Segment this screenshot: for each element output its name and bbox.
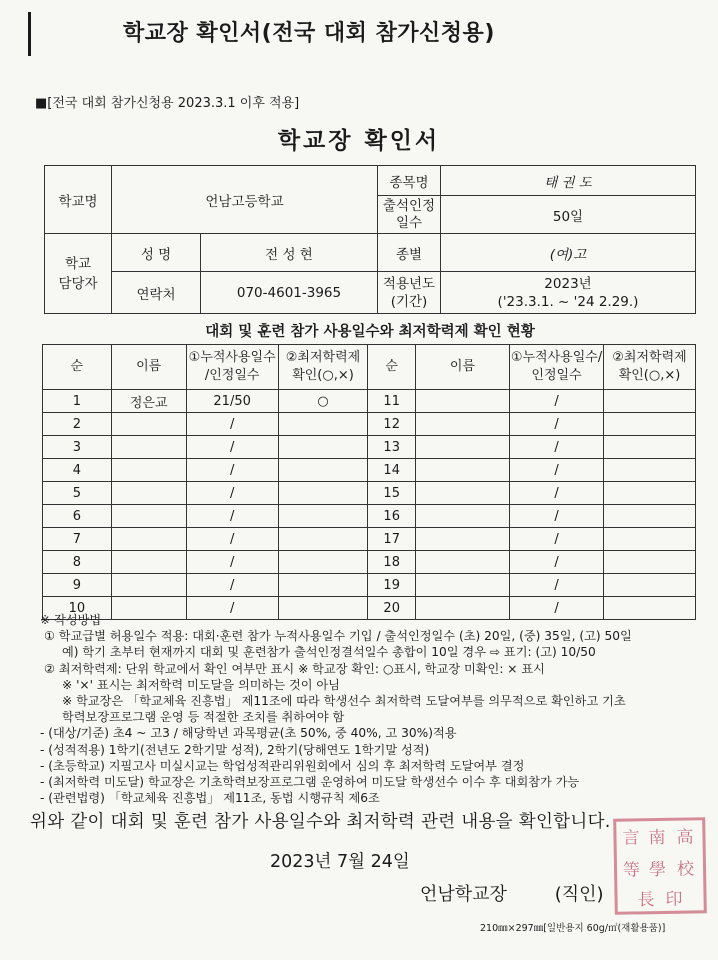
principal-name: 언남학교장 — [420, 884, 507, 905]
table-row — [43, 390, 696, 413]
roster-check — [604, 505, 696, 528]
roster-name — [111, 482, 186, 505]
roster-name — [415, 574, 509, 597]
roster-days: / — [510, 459, 604, 482]
roster-days: / — [186, 436, 278, 459]
roster-name — [415, 390, 509, 413]
roster-days: / — [510, 482, 604, 505]
roster-check — [278, 574, 368, 597]
roster-no: 8 — [43, 551, 112, 574]
roster-days: / — [186, 505, 278, 528]
paper-spec-footer: 210㎜×297㎜[일반용지 60g/㎡(재활용품)] — [480, 923, 666, 934]
header-title: 학교장 확인서(전국 대회 참가신청용) — [28, 8, 688, 60]
instruction-line: 학력보장프로그램 운영 등 적절한 조치를 취하여야 함 — [62, 710, 345, 725]
school-value: 언남고등학교 — [112, 166, 378, 234]
roster-days: / — [510, 505, 604, 528]
roster-days: / — [510, 413, 604, 436]
col-no-2: 순 — [368, 345, 416, 390]
roster-name — [415, 551, 509, 574]
manager-label: 학교 담당자 — [45, 234, 112, 314]
table-row — [43, 528, 696, 551]
table-row — [43, 574, 696, 597]
roster-days: / — [510, 390, 604, 413]
roster-days: / — [186, 597, 278, 620]
roster-table — [42, 344, 696, 620]
instruction-line: - (관련법령) 「학교체육 진흥법」 제11조, 동법 시행규칙 제6조 — [40, 791, 380, 806]
roster-check — [604, 459, 696, 482]
roster-check — [278, 413, 368, 436]
roster-name — [415, 505, 509, 528]
instruction-line: ② 최저학력제: 단위 학교에서 확인 여부만 표시 ※ 학교장 확인: ○표시, 학교장 미확인: × 표시 — [44, 661, 545, 676]
roster-check — [278, 528, 368, 551]
roster-days: / — [510, 436, 604, 459]
school-label: 학교명 — [45, 166, 112, 234]
roster-check — [278, 551, 368, 574]
table-row — [43, 436, 696, 459]
roster-no: 7 — [43, 528, 112, 551]
roster-days: / — [510, 528, 604, 551]
instruction-line: ① 학교급별 허용일수 적용: 대회·훈련 참가 누적사용일수 기입 / 출석인정일수 (초) 20일, (중) 35일, (고) 50일 — [44, 629, 632, 644]
name-value: 전 성 현 — [201, 234, 378, 272]
gender-value: (여)고 — [441, 234, 696, 272]
roster-no: 3 — [43, 436, 112, 459]
roster-name — [415, 528, 509, 551]
roster-no: 14 — [368, 459, 416, 482]
roster-body — [43, 390, 696, 620]
document-title: 학교장 확인서 — [277, 128, 441, 154]
roster-no: 9 — [43, 574, 112, 597]
roster-check — [604, 551, 696, 574]
school-info-table — [44, 165, 696, 314]
roster-days: / — [186, 459, 278, 482]
table-row — [43, 459, 696, 482]
roster-name — [415, 436, 509, 459]
roster-no: 16 — [368, 505, 416, 528]
year-value: 2023년 — [544, 275, 592, 292]
instruction-line: - (초등학교) 지필고사 미실시교는 학업성적관리위원회에서 심의 후 최저학력 도달여부 결정 — [40, 758, 525, 773]
roster-header-row — [43, 345, 696, 390]
roster-no: 12 — [368, 413, 416, 436]
gender-label: 종별 — [378, 234, 441, 272]
roster-no: 10 — [43, 597, 112, 620]
roster-check — [604, 574, 696, 597]
table-row — [43, 551, 696, 574]
roster-no: 13 — [368, 436, 416, 459]
col-check-2: ②최저학력제 확인(○,×) — [604, 345, 696, 390]
roster-no: 2 — [43, 413, 112, 436]
notice-text: ■[전국 대회 참가신청용 2023.3.1 이후 적용] — [35, 96, 300, 111]
sport-value: 태 권 도 — [441, 166, 696, 196]
confirmation-text: 위와 같이 대회 및 훈련 참가 사용일수와 최저학력 관련 내용을 확인합니다. — [30, 812, 611, 832]
roster-check — [278, 482, 368, 505]
roster-name — [415, 413, 509, 436]
contact-label: 연락처 — [112, 272, 201, 314]
roster-check — [278, 436, 368, 459]
roster-days: / — [186, 528, 278, 551]
seal-label: (직인) — [554, 884, 604, 905]
roster-no: 6 — [43, 505, 112, 528]
roster-no: 11 — [368, 390, 416, 413]
roster-check: ○ — [278, 390, 368, 413]
name-label: 성 명 — [112, 234, 201, 272]
roster-days: 21/50 — [186, 390, 278, 413]
roster-name — [111, 413, 186, 436]
col-days: ①누적사용일수 /인정일수 — [186, 345, 278, 390]
instruction-line: ※ 작성방법 — [40, 613, 102, 627]
instruction-line: - (대상/기준) 초4 ~ 고3 / 해당학년 과목평균(초 50%, 중 40%, 고 30%)적용 — [40, 726, 457, 741]
col-name-2: 이름 — [415, 345, 509, 390]
sport-label: 종목명 — [378, 166, 441, 196]
instruction-line: - (최저학력 미도달) 학교장은 기초학력보장프로그램 운영하여 미도달 학생선수 이수 후 대회참가 가능 — [40, 775, 580, 790]
year-cell — [441, 272, 696, 314]
roster-check — [604, 413, 696, 436]
roster-name: 정은교 — [111, 390, 186, 413]
col-days-2: ①누적사용일수/ 인정일수 — [510, 345, 604, 390]
roster-check — [604, 482, 696, 505]
roster-no: 5 — [43, 482, 112, 505]
roster-days: / — [510, 574, 604, 597]
principal-signature-line — [420, 880, 604, 906]
roster-check — [278, 459, 368, 482]
attendance-value: 50일 — [441, 196, 696, 234]
instruction-line: 예) 학기 초부터 현재까지 대회 및 훈련참가 출석인정결석일수 총합이 10일 경우 ⇨ 표기: (고) 10/50 — [62, 645, 596, 660]
roster-name — [111, 551, 186, 574]
roster-days: / — [186, 574, 278, 597]
roster-check — [278, 505, 368, 528]
roster-name — [111, 505, 186, 528]
attendance-label: 출석인정일수 — [378, 196, 441, 234]
instruction-line: - (성적적용) 1학기(전년도 2학기말 성적), 2학기(당해연도 1학기말 성적) — [40, 742, 430, 757]
year-label: 적용년도 (기간) — [378, 272, 441, 314]
roster-check — [604, 390, 696, 413]
roster-days: / — [186, 413, 278, 436]
roster-name — [415, 482, 509, 505]
roster-no: 15 — [368, 482, 416, 505]
roster-days: / — [510, 551, 604, 574]
roster-no: 4 — [43, 459, 112, 482]
col-no: 순 — [43, 345, 112, 390]
section-title: 대회 및 훈련 참가 사용일수와 최저학력제 확인 현황 — [205, 324, 535, 340]
writing-instructions — [40, 612, 700, 806]
roster-no: 17 — [368, 528, 416, 551]
contact-value: 070-4601-3965 — [201, 272, 378, 314]
roster-name — [415, 459, 509, 482]
roster-no: 20 — [368, 597, 416, 620]
roster-name — [111, 574, 186, 597]
roster-days: / — [510, 597, 604, 620]
roster-days: / — [186, 482, 278, 505]
roster-no: 18 — [368, 551, 416, 574]
instruction-line: ※ 학교장은 「학교체육 진흥법」 제11조에 따라 학생선수 최저학력 도달여부를 의무적으로 확인하고 기초 — [62, 694, 626, 709]
roster-check — [604, 528, 696, 551]
col-name: 이름 — [111, 345, 186, 390]
confirmation-date: 2023년 7월 24일 — [270, 852, 410, 872]
col-check: ②최저학력제 확인(○,×) — [278, 345, 368, 390]
roster-days: / — [186, 551, 278, 574]
table-row — [43, 505, 696, 528]
table-row — [43, 413, 696, 436]
roster-no: 1 — [43, 390, 112, 413]
period-value: ('23.3.1. ~ '24 2.29.) — [497, 293, 639, 310]
table-row — [43, 482, 696, 505]
official-seal-stamp: 言 南 高 等 學 校 長 印 — [613, 817, 707, 915]
roster-check — [604, 436, 696, 459]
roster-name — [111, 436, 186, 459]
instruction-line: ※ '×' 표시는 최저학력 미도달을 의미하는 것이 아님 — [62, 677, 340, 692]
roster-name — [111, 528, 186, 551]
roster-name — [111, 459, 186, 482]
roster-no: 19 — [368, 574, 416, 597]
